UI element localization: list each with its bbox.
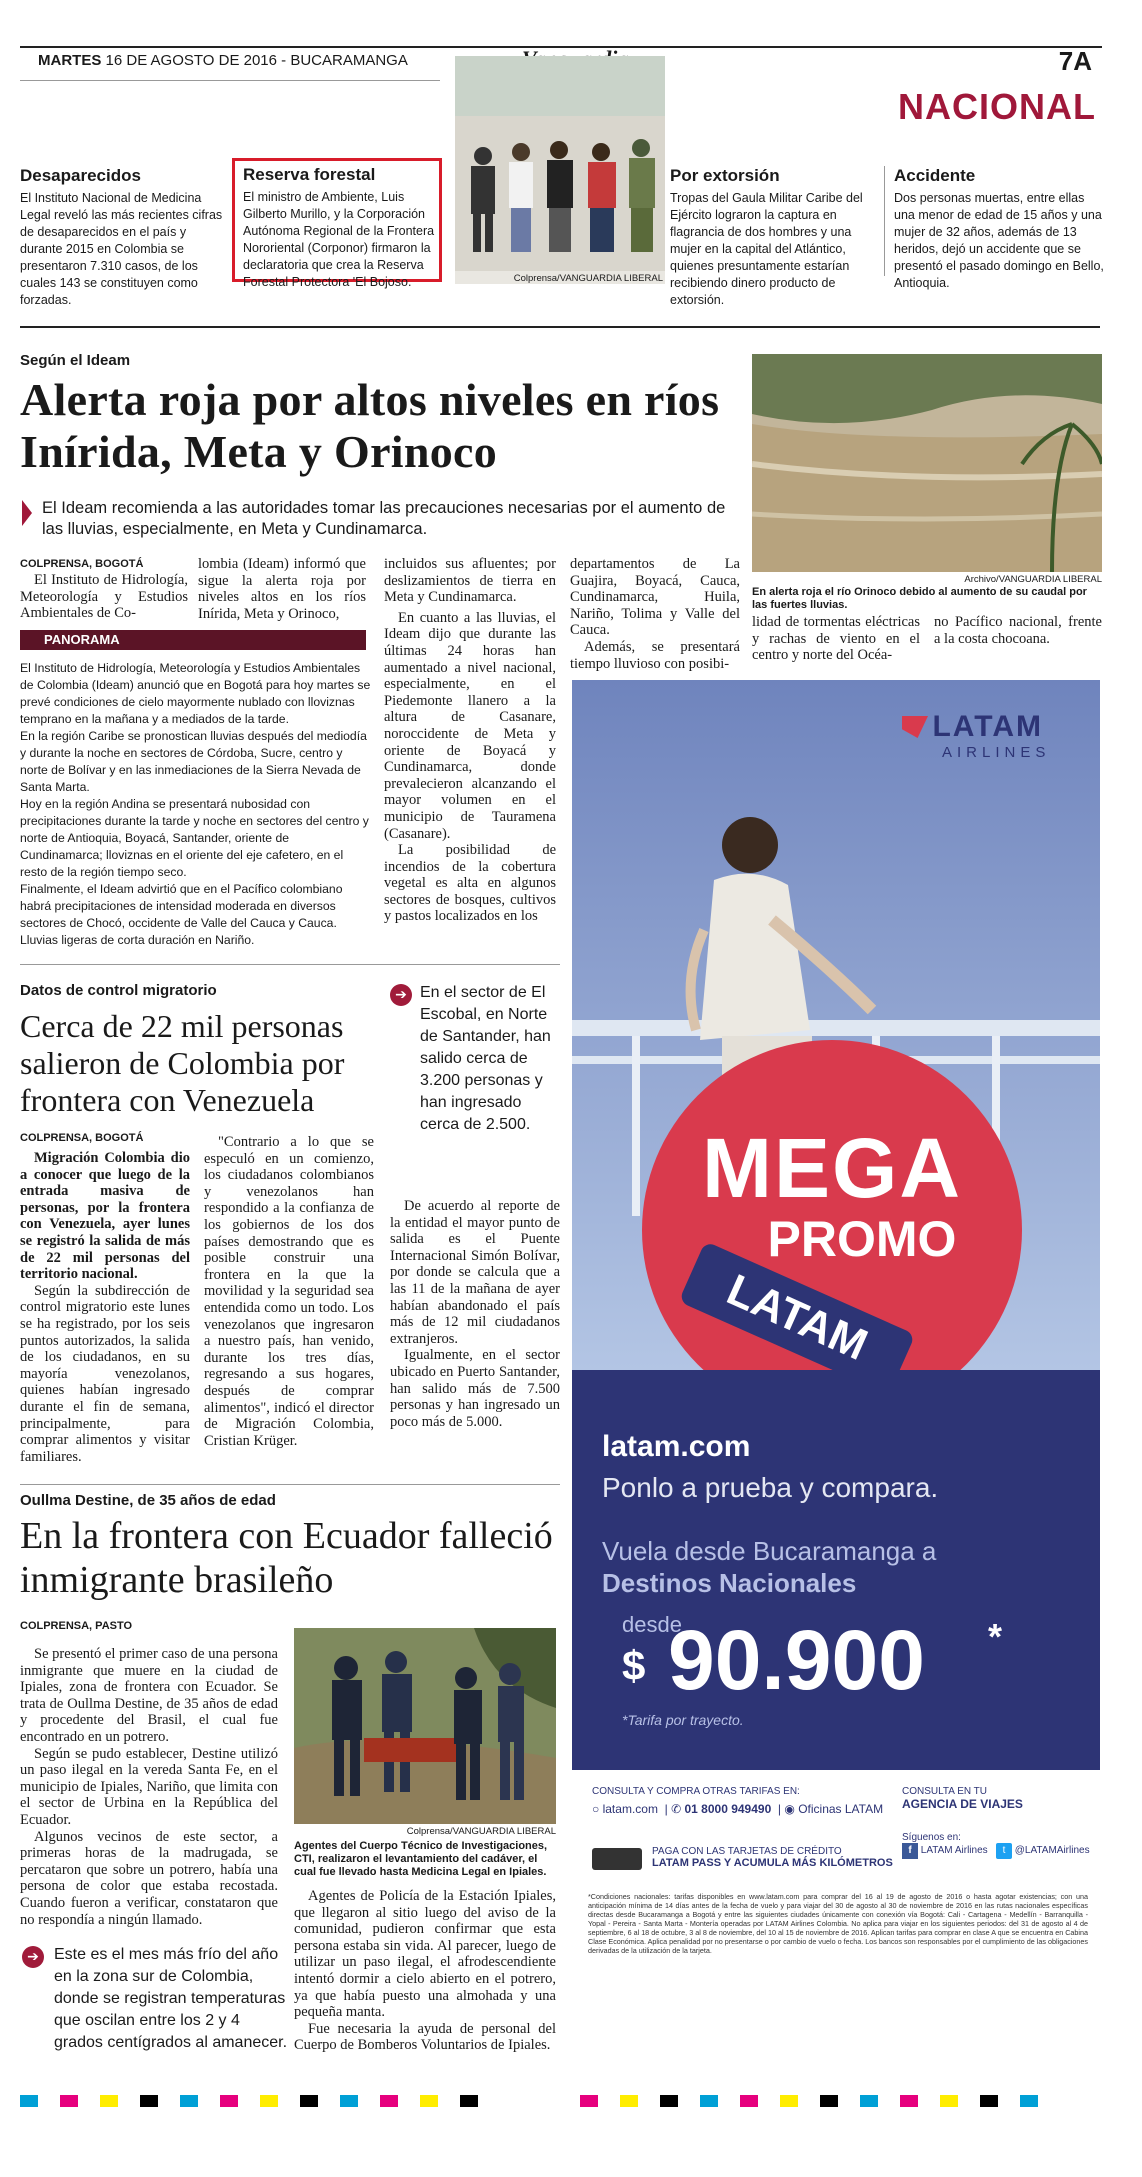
ad-currency: $ xyxy=(622,1642,646,1689)
story1-col2: lombia (Ideam) informó que sigue la alerta roja por niveles altos en los ríos Inírida, Meta y Orinoco, xyxy=(198,556,366,622)
ad-consulta-label: CONSULTA Y COMPRA OTRAS TARIFAS EN: xyxy=(592,1786,800,1797)
ad-fine-print: *Condiciones nacionales: tarifas disponibles en www.latam.com para comprar del 16 al 19 de agosto de 2016 o hasta agotar existencias; con una anticipación mínima de 14 días antes de la fecha de vuelo y para viajar del 30 de agosto al 30 de noviembre de 2016 en las rutas nacionales específicas directas desde Bucaramanga a Bogotá y entre las siguientes ciudades únicamente con conexión vía Bogotá: Cali - Cartagena - Medellín - Barranquilla - Yopal - Pereira - Santa Marta - Montería operadas por LATAM Airlines Colombia. No aplica para viajar en los siguientes periodos: del 31 de agosto al 4 de septiembre, 6 al 18 de octubre, 3 al 8 de noviembre, del 10 al 15 de noviembre de 2016. Aplican tarifas para comprar en clase A que se encuentra en Cabina Clase Económica. Aplica penalidad por no presentarse o por cambio de vuelo o fecha. Los bancos son responsables por el cumplimiento de las obligaciones derivadas de la utilización de la tarjeta. xyxy=(588,1892,1088,1955)
story1-col4: departamentos de La Guajira, Boyacá, Cauca, Cundinamarca, Huila, Nariño, Tolima y Valle del Cauca. Además, se presentará tiempo lluvioso con posibi- xyxy=(570,556,740,672)
story1-photo-credit: Archivo/VANGUARDIA LIBERAL xyxy=(964,574,1102,585)
section-title: NACIONAL xyxy=(898,86,1096,127)
story1-col6: no Pacífico nacional, frente a la costa chocoana. xyxy=(934,614,1102,647)
promo-text: PROMO xyxy=(767,1211,957,1267)
ad-desde: desde xyxy=(622,1612,682,1637)
story1-deck: El Ideam recomienda a las autoridades tomar las precauciones necesarias por el aumento de las lluvias, especialmente, en Meta y Cundinamarca. xyxy=(42,499,726,538)
arrow-right-icon: ➔ xyxy=(390,984,412,1006)
brief-accidente: Accidente Dos personas muertas, entre ellas una menor de edad de 15 años y una mujer de 32 años, además de 13 heridos, dejó un accidente que se presentó el pasado domingo en Bello, Antioquia. xyxy=(894,166,1104,290)
brief-photo-captured: Colprensa/VANGUARDIA LIBERAL xyxy=(455,56,665,284)
registration-bar-right xyxy=(580,2094,1100,2106)
brief-desaparecidos: Desaparecidos El Instituto Nacional de Medicina Legal reveló las más recientes cifras de desaparecidos en el país y durante 2015 en Colombia se presentaron 7.310 casos, de los cuales 143 se constituyen como forzadas. xyxy=(20,166,223,307)
story2-col1: Migración Colombia dio a conocer que luego de la entrada masiva de personas, por la frontera con Venezuela, ayer lunes se registró la salida de más de 22 mil personas del territorio nacional. Según la subdirección de control migratorio este lunes se ha registrado, por los seis puntos autorizados, la salida de los ciudadanos, en su mayoría venezolanos, quienes habían ingresado durante el fin de semana, principalmente, para comprar alimentos y visitar familiares. xyxy=(20,1150,190,1465)
ad-card-text: PAGA CON LAS TARJETAS DE CRÉDITO LATAM PASS Y ACUMULA MÁS KILÓMETROS xyxy=(652,1846,893,1869)
story3-pullquote: ➔ Este es el mes más frío del año en la zona sur de Colombia, donde se registran temperaturas que oscilan entre los 2 y 4 grados centígrados al amanecer. xyxy=(20,1944,288,2054)
phone-icon: ✆ xyxy=(671,1802,682,1816)
story1-photo-river xyxy=(752,354,1102,572)
ad-slogan: Ponlo a prueba y compara. xyxy=(602,1472,939,1503)
story3-col2: Agentes de Policía de la Estación Ipiales, que llegaron al sitio luego del aviso de la comunidad, pudieron confirmar que esta persona estaba sin vida. Al parecer, luego de utilizar un paso ilegal, el afrodescendiente intentó dormir a cielo abierto en el potrero, ya que había puesto una almohada y una pequeña manta. Fue necesaria la ayuda de personal del Cuerpo de Bomberos Voluntarios de Ipiales. xyxy=(294,1888,556,2054)
story1-col5: lidad de tormentas eléctricas y rachas de viento en el centro y norte del Océa- xyxy=(752,614,920,664)
story2-pullquote: ➔ En el sector de El Escobal, en Norte de Santander, han salido cerca de 3.200 personas y han ingresado cerca de 2.500. xyxy=(390,982,562,1136)
story3-photo-caption: Agentes del Cuerpo Técnico de Investigaciones, CTI, realizaron el levantamiento del cadáver, el cual fue llevado hasta Medicina Legal en Ipiales. xyxy=(294,1840,548,1878)
story1-kicker: Según el Ideam xyxy=(20,352,131,369)
location-icon: ◉ xyxy=(784,1802,795,1816)
ad-asterisk: * xyxy=(988,1616,1003,1657)
story1-headline: Alerta roja por altos niveles en ríos Inírida, Meta y Orinoco xyxy=(20,374,720,477)
ad-agency: CONSULTA EN TU AGENCIA DE VIAJES xyxy=(902,1786,1023,1811)
ad-price: 90.900 xyxy=(668,1613,925,1707)
story2-kicker: Datos de control migratorio xyxy=(20,982,217,999)
panorama-label: PANORAMA xyxy=(20,630,366,650)
latam-logo: LATAM AIRLINES xyxy=(902,710,1050,761)
arrow-right-icon: ➔ xyxy=(22,1946,44,1968)
panorama-box: El Instituto de Hidrología, Meteorología y Estudios Ambientales de Colombia (Ideam) anunció que en Bogotá para hoy martes se prevé condiciones de cielo mayormente nublado con lloviznas temprano en la mañana y a mediados de la tarde. En la región Caribe se pronostican lluvias después del mediodía y durante la noche en sectores de Córdoba, Sucre, centro y norte de Bolívar y en las inmediaciones de la Sierra Nevada de Santa Marta. Hoy en la región Andina se presentará nubosidad con precipitaciones durante la tarde y noche en sectores del centro y norte de Antioquia, Boyacá, Santander, oriente de Cundinamarca; lloviznas en el oriente del eje cafetero, en el resto de la región tiempo seco. Finalmente, el Ideam advirtió que en el Pacífico colombiano habrá precipitaciones de intensidad moderada en diversos sectores de Chocó, occidente de Valle del Cauca y Cauca. Lluvias ligeras de corta duración en Nariño. xyxy=(20,661,371,947)
story1-byline: COLPRENSA, BOGOTÁ xyxy=(20,558,144,570)
ad-tarifa-note: *Tarifa por trayecto. xyxy=(622,1712,744,1728)
story3-byline: COLPRENSA, PASTO xyxy=(20,1620,133,1632)
twitter-icon[interactable]: t xyxy=(996,1843,1012,1859)
story1-deck-arrow xyxy=(22,500,32,526)
latam-logo-icon xyxy=(902,716,928,738)
ad-contact-row: ○ latam.com | ✆ 01 8000 949490 | ◉ Oficinas LATAM xyxy=(592,1802,884,1816)
story2-col3: De acuerdo al reporte de la entidad el mayor punto de salida es el Puente Internacional Simón Bolívar, por donde se calcula que a las 11 de la mañana de ayer habían abandonado el país más de 12 mil ciudadanos extranjeros. Igualmente, en el sector ubicado en Puerto Santander, han salido más de 7.500 personas y han ingresado un poco más de 5.000. xyxy=(390,1198,560,1430)
story3-photo-credit: Colprensa/VANGUARDIA LIBERAL xyxy=(406,1826,556,1837)
latam-tag: LATAM xyxy=(679,1241,916,1395)
story2-byline: COLPRENSA, BOGOTÁ xyxy=(20,1132,144,1144)
ad-card-icon xyxy=(592,1848,642,1870)
story3-headline: En la frontera con Ecuador falleció inmigrante brasileño xyxy=(20,1515,553,1601)
story3-photo-rescue xyxy=(294,1628,556,1824)
story1-col3: incluidos sus afluentes; por deslizamientos de tierra en Meta y Cundinamarca. En cuanto a las lluvias, el Ideam dijo que durante las últimas 24 horas han aumentado a nivel nacional, especialmente, en el Piedemonte llanero a la altura de Casanare, noroccidente de Meta y oriente de Boyacá y Cundinamarca, donde prevalecieron alcanzando el mayor volumen en el municipio de Tauramena (Casanare). La posibilidad de incendios de la cobertura vegetal es alta en algunos sectores de bosques, cultivos y pastos localizados en los xyxy=(384,556,556,925)
story2-col2: "Contrario a lo que se especuló en un comienzo, los ciudadanos colombianos y venezolanos han respondido a la confianza de los gobiernos de los dos países demostrando que es posible construir una frontera en la que la movilidad y la seguridad sea entendida como un todo. Los venezolanos que ingresaron a nuestro país, han venido, durante los tres días, regresando a sus hogares, después de comprar alimentos", indicó el director de Migración Colombia, Cristian Krüger. xyxy=(204,1134,374,1449)
masthead-date: MARTES 16 DE AGOSTO DE 2016 - BUCARAMANGA xyxy=(38,52,408,69)
ad-url[interactable]: latam.com xyxy=(602,1430,751,1463)
ad-social: Síguenos en: f LATAM Airlines t @LATAMAirlines xyxy=(902,1832,1090,1859)
brief-por-extorsion: Por extorsión Tropas del Gaula Militar Caribe del Ejército lograron la captura en flagrancia de dos hombres y una mujer en la capital del Atlántico, quienes presuntamente estarían recibiendo dinero producto de extorsión. xyxy=(670,166,863,307)
registration-bar-left xyxy=(20,2094,560,2106)
story3-kicker: Oullma Destine, de 35 años de edad xyxy=(20,1492,276,1509)
story1-col1: El Instituto de Hidrología, Meteorología y Estudios Ambientales de Co- xyxy=(20,572,188,622)
mega-text: MEGA xyxy=(702,1121,962,1215)
brief-reserva-forestal: Reserva forestal El ministro de Ambiente, Luis Gilberto Murillo, y la Corporación Autónoma Regional de la Frontera Nororiental (Corponor) firmaron la declaratoria que crea la Reserva Forestal Protectora 'El Bojoso. xyxy=(232,158,442,282)
ad-route-2: Destinos Nacionales xyxy=(602,1568,857,1598)
page-number: 7A xyxy=(1058,46,1092,76)
ad-route-1: Vuela desde Bucaramanga a xyxy=(602,1536,937,1566)
globe-icon: ○ xyxy=(592,1802,600,1816)
latam-ad[interactable] xyxy=(572,680,1100,2080)
facebook-icon[interactable]: f xyxy=(902,1843,918,1859)
story3-col1: Se presentó el primer caso de una persona inmigrante que muere en la ciudad de Ipiales, zona de frontera con Ecuador. Se trata de Oullma Destine, de 35 años de edad y procedente del Brasil, el cual fue encontrado en un potrero. Según se pudo establecer, Destine utilizó un paso ilegal en la vereda Santa Fe, en el municipio de Ipiales, Nariño, que limita con el sector de Urbina en la República del Ecuador. Algunos vecinos de este sector, a primeras horas de la madrugada, se percataron que sobre un potrero, había una persona de color que estaba recostada. Cuando fueron a verificar, constataron que no respondía a ningún llamado. xyxy=(20,1646,278,1928)
story1-photo-caption: En alerta roja el río Orinoco debido al aumento de su caudal por las fuertes lluvias. xyxy=(752,586,1087,611)
story2-headline: Cerca de 22 mil personas salieron de Colombia por frontera con Venezuela xyxy=(20,1008,345,1118)
